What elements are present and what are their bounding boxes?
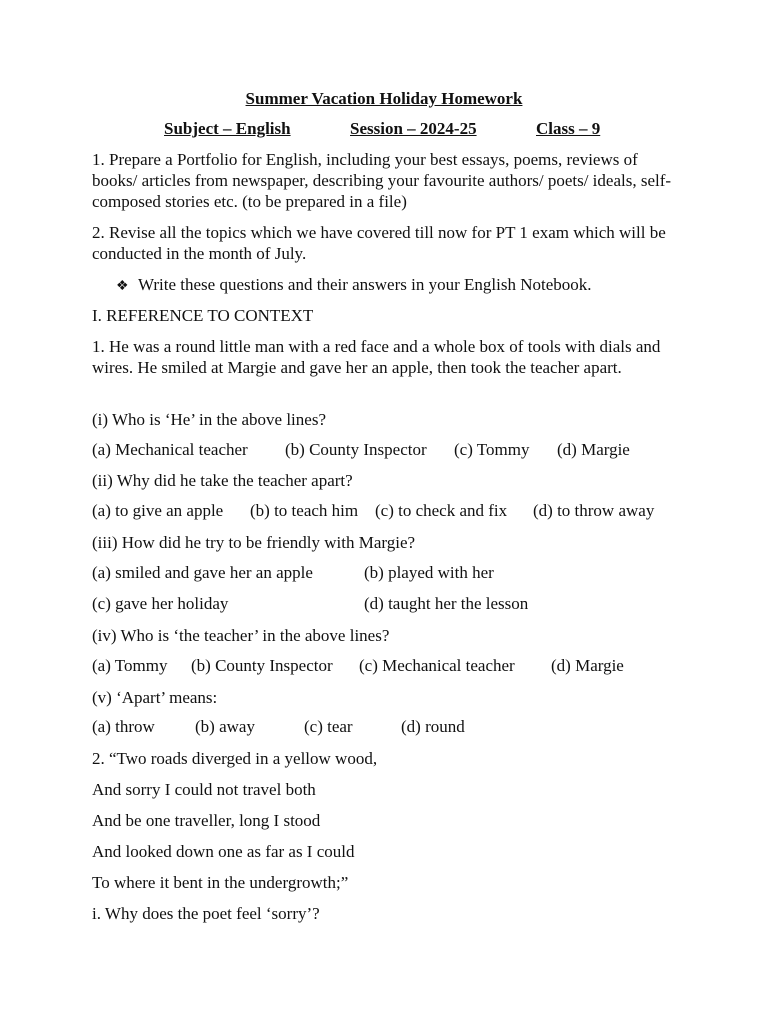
question-2: (ii) Why did he take the teacher apart? [92, 471, 353, 490]
option: (b) to teach him [250, 501, 359, 520]
poem-line: And be one traveller, long I stood [92, 811, 321, 830]
passage-1: 1. He was a round little man with a red face and a whole box of tools with dials and wires. He smiled at Margie and gave her an apple, then took the teacher apart. [92, 337, 661, 377]
poem-line: 2. “Two roads diverged in a yellow wood, [92, 749, 378, 768]
option: (d) to throw away [533, 501, 655, 520]
option: (b) County Inspector [285, 440, 427, 459]
option: (d) Margie [557, 440, 630, 459]
poem-question-1: i. Why does the poet feel ‘sorry’? [92, 904, 320, 923]
session-label: Session – 2024-25 [350, 119, 477, 138]
question-5: (v) ‘Apart’ means: [92, 688, 218, 707]
option: (c) Mechanical teacher [359, 656, 515, 675]
question-1: (i) Who is ‘He’ in the above lines? [92, 410, 326, 429]
poem-line: To where it bent in the undergrowth;” [92, 873, 349, 892]
option: (a) Mechanical teacher [92, 440, 248, 459]
bullet-note [116, 275, 592, 295]
bullet-note-text: Write these questions and their answers in your English Notebook. [138, 275, 592, 294]
subject-label: Subject – English [164, 119, 291, 138]
poem-line: And looked down one as far as I could [92, 842, 355, 861]
poem-line: And sorry I could not travel both [92, 780, 316, 799]
option: (a) smiled and gave her an apple [92, 563, 313, 582]
option: (b) County Inspector [191, 656, 333, 675]
option: (d) round [401, 717, 465, 736]
option: (d) taught her the lesson [364, 594, 529, 613]
diamond-bullet-icon: ❖ [116, 279, 129, 294]
option: (b) away [195, 717, 255, 736]
instruction-revise: 2. Revise all the topics which we have covered till now for PT 1 exam which will be conducted in the month of July. [92, 223, 666, 263]
option: (b) played with her [364, 563, 494, 582]
question-4: (iv) Who is ‘the teacher’ in the above lines? [92, 626, 390, 645]
option: (c) gave her holiday [92, 594, 229, 613]
option: (a) to give an apple [92, 501, 224, 520]
option: (c) Tommy [454, 440, 530, 459]
instruction-portfolio: 1. Prepare a Portfolio for English, including your best essays, poems, reviews of books/ articles from newspaper, describing your favourite authors/ poets/ ideals, self-composed stories etc. (to be prepared in a file) [92, 150, 672, 211]
option: (c) to check and fix [375, 501, 508, 520]
option: (a) throw [92, 717, 155, 736]
option: (c) tear [304, 717, 353, 736]
option: (d) Margie [551, 656, 624, 675]
class-label: Class – 9 [536, 119, 601, 138]
section-heading: I. REFERENCE TO CONTEXT [92, 306, 314, 325]
page-title: Summer Vacation Holiday Homework [245, 89, 523, 108]
question-3: (iii) How did he try to be friendly with Margie? [92, 533, 416, 552]
option: (a) Tommy [92, 656, 168, 675]
